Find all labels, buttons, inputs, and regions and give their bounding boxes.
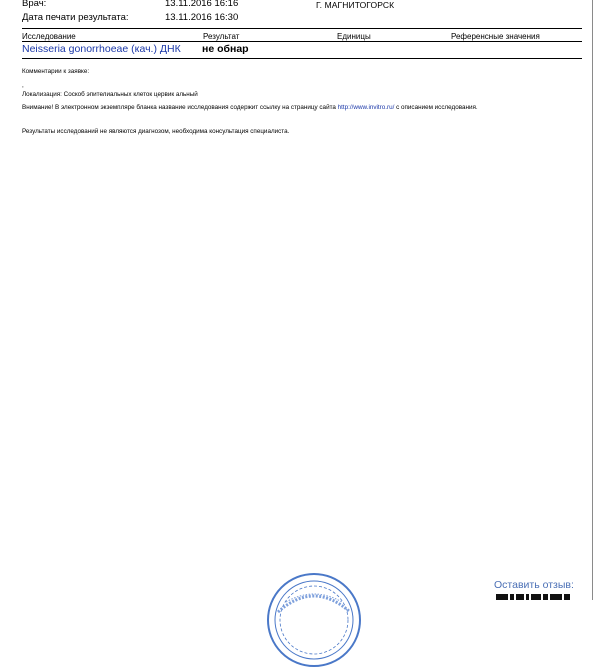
header-reference: Референсные значения <box>451 32 540 41</box>
page-edge <box>592 0 593 600</box>
attention-note <box>22 104 582 112</box>
test-result: не обнар <box>202 43 249 55</box>
doctor-value: 13.11.2016 16:16 <box>165 0 239 9</box>
table-bottom-rule <box>22 58 582 59</box>
header-rule <box>22 41 582 42</box>
attention-prefix: Внимание! В электронном экземпляре бланка название исследования содержит ссылку на страницу сайта <box>22 104 336 111</box>
header-result: Результат <box>203 32 240 41</box>
city-label: Г. МАГНИТОГОРСК <box>316 0 395 10</box>
site-link[interactable]: http://www.invitro.ru/ <box>337 104 395 111</box>
attention-suffix: с описанием исследования. <box>396 104 478 111</box>
doctor-label: Врач: <box>22 0 47 9</box>
qr-code-icon[interactable] <box>496 594 580 600</box>
disclaimer-note: Результаты исследований не являются диагнозом, необходима консультация специалиста. <box>22 128 290 135</box>
header-test: Исследование <box>22 32 76 41</box>
print-date-label: Дата печати результата: <box>22 12 129 23</box>
test-name-link[interactable]: Neisseria gonorrhoeae (кач.) ДНК <box>22 43 181 55</box>
print-date-value: 13.11.2016 16:30 <box>165 12 239 23</box>
comment-mark: , <box>22 82 24 89</box>
clinic-stamp-icon <box>266 572 362 668</box>
header-units: Единицы <box>337 32 371 41</box>
feedback-label: Оставить отзыв: <box>494 579 574 591</box>
localization-note: Локализация: Соскоб эпителиальных клеток цервик альный <box>22 91 198 98</box>
table-top-rule <box>22 28 582 29</box>
comments-label: Комментарии к заявке: <box>22 68 90 75</box>
